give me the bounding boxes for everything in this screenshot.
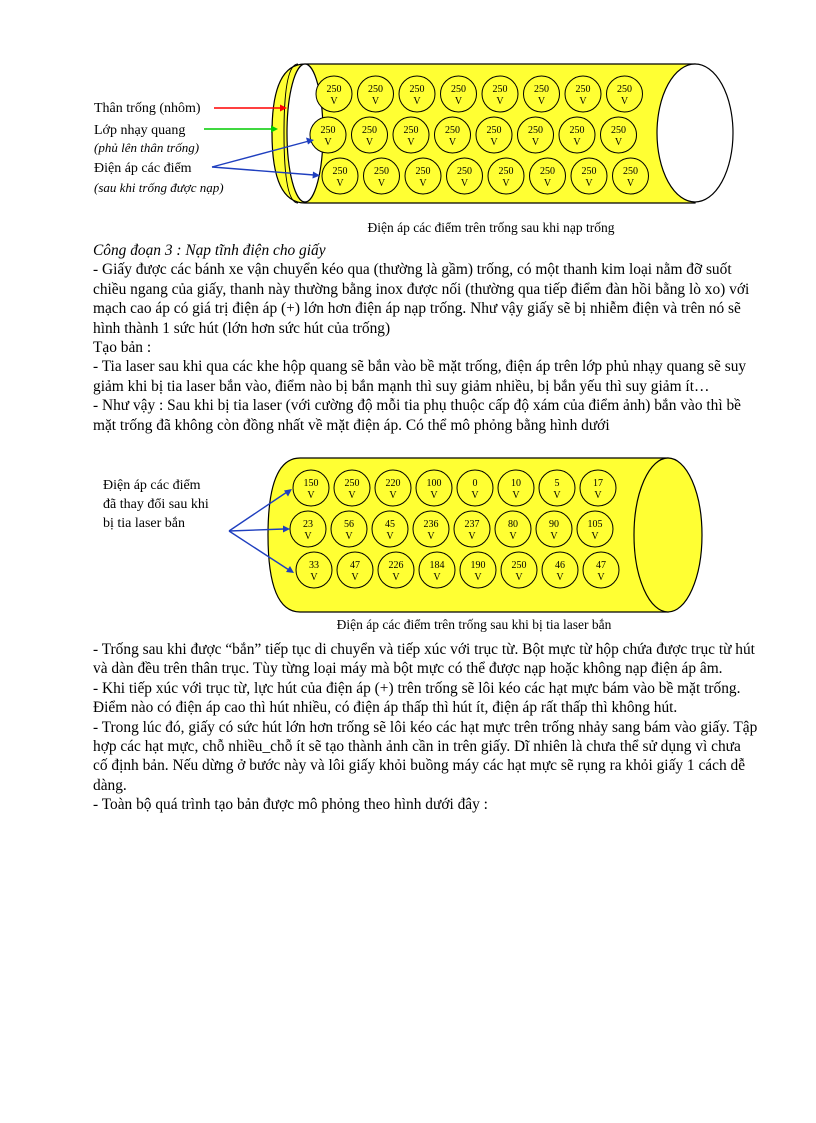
voltage-unit: V [310,572,318,583]
voltage-unit: V [389,490,397,501]
voltage-unit: V [377,178,386,189]
voltage-unit: V [407,137,415,148]
voltage-unit: V [496,96,504,107]
voltage-unit: V [594,490,602,501]
voltage-value: 0 [472,478,478,489]
voltage-value: 250 [332,166,348,177]
voltage-unit: V [351,572,359,583]
voltage-value: 250 [534,84,549,95]
voltage-value: 250 [374,166,389,177]
voltage-unit: V [585,178,593,189]
voltage-unit: V [365,137,374,148]
voltage-unit: V [427,531,435,542]
voltage-unit: V [579,96,587,107]
voltage-unit: V [490,137,498,148]
voltage-value: 250 [344,478,360,489]
voltage-value: 10 [511,478,521,489]
voltage-value: 105 [587,519,603,530]
voltage-unit: V [307,490,315,501]
paragraph-toner-attraction: - Khi tiếp xúc với trục từ, lực hút của điện áp (+) trên trống sẽ lôi kéo các hạt mực bám vào bề mặt trống. Điểm nào có điện áp cao thì hút nhiều, có điện áp thấp thì hút ít, điện áp rất thấp thì không hút. [93,679,741,717]
voltage-unit: V [515,572,523,583]
voltage-unit: V [474,572,482,583]
voltage-unit: V [597,572,605,583]
voltage-unit: V [512,490,520,501]
figure-drum-after-laser [0,452,816,638]
voltage-unit: V [591,531,599,542]
voltage-value: 250 [457,166,472,177]
voltage-unit: V [537,96,546,107]
voltage-unit: V [471,490,479,501]
voltage-unit: V [386,531,394,542]
voltage-value: 33 [309,560,319,571]
figure2-caption: Điện áp các điểm trên trống sau khi bị tia laser bắn [336,617,612,632]
voltage-unit: V [553,490,561,501]
voltage-unit: V [324,137,332,148]
voltage-unit: V [543,178,552,189]
voltage-value: 45 [385,519,395,530]
voltage-unit: V [392,572,400,583]
voltage-value: 150 [303,478,319,489]
paragraph-magnetic-roller: - Trống sau khi được “bắn” tiếp tục di chuyển và tiếp xúc với trục từ. Bột mực từ hộp chứa được trục từ hút và dàn đều trên thân trục. Tùy từng loại máy mà bột mực có thể được nạp hoặc không nạp điện áp âm. [93,641,755,678]
label2-line1: Điện áp các điểm [103,478,201,493]
voltage-value: 250 [581,166,597,177]
voltage-unit: V [468,531,476,542]
section-heading: Công đoạn 3 : Nạp tĩnh điện cho giấy [93,242,326,259]
label-photo-layer-note: (phủ lên thân trống) [94,140,200,155]
paragraph-paper-charging: - Giấy được các bánh xe vận chuyển kéo qua (thường là gầm) trống, có một thanh kim loại nằm đỡ suốt chiều ngang của giấy, thanh này thường bằng inox được nối (thường qua tiếp điểm đàn hồi bằng lò xo) với mạch cao áp có giá trị điện áp (+) lớn hơn điện áp nạp trống. Như vậy giấy sẽ bị nhiễm điện và trên nó sẽ hình thành 1 sức hút (lớn hơn sức hút của trống) [93,261,750,337]
voltage-value: 250 [540,166,555,177]
voltage-value: 47 [596,560,606,571]
voltage-unit: V [433,572,441,583]
voltage-value: 250 [623,166,638,177]
voltage-value: 250 [511,560,527,571]
voltage-value: 184 [429,560,445,571]
label-drum-shell: Thân trống (nhôm) [94,101,201,116]
voltage-unit: V [430,490,438,501]
voltage-value: 250 [575,84,591,95]
voltage-value: 250 [326,84,342,95]
voltage-value: 250 [611,125,626,136]
label2-line2: đã thay đổi sau khi [103,497,209,512]
voltage-value: 250 [451,84,466,95]
voltage-value: 250 [362,125,377,136]
voltage-value: 250 [368,84,383,95]
voltage-value: 250 [528,125,543,136]
drum-right-end [657,64,733,202]
voltage-value: 226 [388,560,404,571]
voltage-unit: V [336,178,344,189]
voltage-unit: V [419,178,427,189]
section-paper-charging [93,241,758,435]
section-toner-transfer [93,640,758,815]
voltage-unit: V [348,490,356,501]
voltage-unit: V [448,137,457,148]
voltage-unit: V [454,96,463,107]
voltage-value: 250 [617,84,632,95]
figure-drum-charged [0,55,816,240]
voltage-value: 250 [415,166,431,177]
voltage-unit: V [502,178,510,189]
voltage-value: 250 [409,84,425,95]
voltage-unit: V [509,531,517,542]
voltage-value: 46 [555,560,565,571]
paragraph-process-summary: - Toàn bộ quá trình tạo bản được mô phỏng theo hình dưới đây : [93,796,488,814]
voltage-unit: V [371,96,380,107]
paragraph-laser: - Tia laser sau khi qua các khe hộp quang sẽ bắn vào bề mặt trống, điện áp trên lớp phủ nhạy quang sẽ suy giảm khi bị tia laser bắn vào, điểm nào bị bắn mạnh thì suy giảm nhiều, bị bắn yếu thì suy giảm ít… [93,358,747,395]
paragraph-image-forming-title: Tạo bản : [93,339,152,357]
drum-charged-diagram [0,55,816,240]
drum2-right-end [634,458,702,612]
drum-after-laser-diagram [0,452,816,638]
paragraph-paper-transfer: - Trong lúc đó, giấy có sức hút lớn hơn trống sẽ lôi kéo các hạt mực trên trống nhảy sang bám vào giấy. Tập hợp các hạt mực, chỗ nhiều_chỗ ít sẽ tạo thành ảnh cần in trên giấy. Dĩ nhiên là chưa thể sử dụng vì chưa cố định bản. Nếu dừng ở bước này và lôi giấy khỏi buồng máy các hạt mực sẽ rụng ra khỏi giấy 1 cách dễ dàng. [93,718,758,794]
figure1-caption: Điện áp các điểm trên trống sau khi nạp trống [367,220,615,235]
voltage-unit: V [573,137,581,148]
voltage-unit: V [304,531,312,542]
voltage-value: 5 [554,478,560,489]
voltage-unit: V [556,572,564,583]
voltage-value: 47 [350,560,360,571]
voltage-value: 90 [549,519,559,530]
voltage-unit: V [413,96,421,107]
voltage-unit: V [345,531,353,542]
voltage-value: 23 [303,519,313,530]
voltage-unit: V [531,137,540,148]
voltage-unit: V [614,137,623,148]
voltage-value: 17 [593,478,603,489]
voltage-unit: V [620,96,629,107]
voltage-unit: V [626,178,635,189]
voltage-value: 250 [403,125,419,136]
voltage-value: 250 [569,125,585,136]
voltage-unit: V [550,531,558,542]
voltage-value: 220 [385,478,401,489]
voltage-unit: V [460,178,469,189]
voltage-value: 250 [486,125,502,136]
voltage-value: 56 [344,519,354,530]
voltage-value: 237 [464,519,480,530]
label2-line3: bị tia laser bắn [103,516,186,531]
voltage-value: 250 [492,84,508,95]
paragraph-result: - Như vậy : Sau khi bị tia laser (với cường độ mỗi tia phụ thuộc cấp độ xám của điểm ảnh) bắn vào thì bề mặt trống đã không còn đồng nhất về mặt điện áp. Có thể mô phỏng bằng hình dưới [93,397,741,434]
voltage-unit: V [330,96,338,107]
voltage-value: 250 [320,125,336,136]
voltage-value: 100 [426,478,442,489]
label-point-voltage-note: (sau khi trống được nạp) [94,180,224,195]
label-point-voltage: Điện áp các điểm [94,161,192,176]
voltage-value: 236 [423,519,439,530]
voltage-value: 250 [445,125,460,136]
label-photo-layer: Lớp nhạy quang [94,123,186,138]
voltage-value: 250 [498,166,514,177]
voltage-value: 80 [508,519,518,530]
voltage-value: 190 [470,560,486,571]
